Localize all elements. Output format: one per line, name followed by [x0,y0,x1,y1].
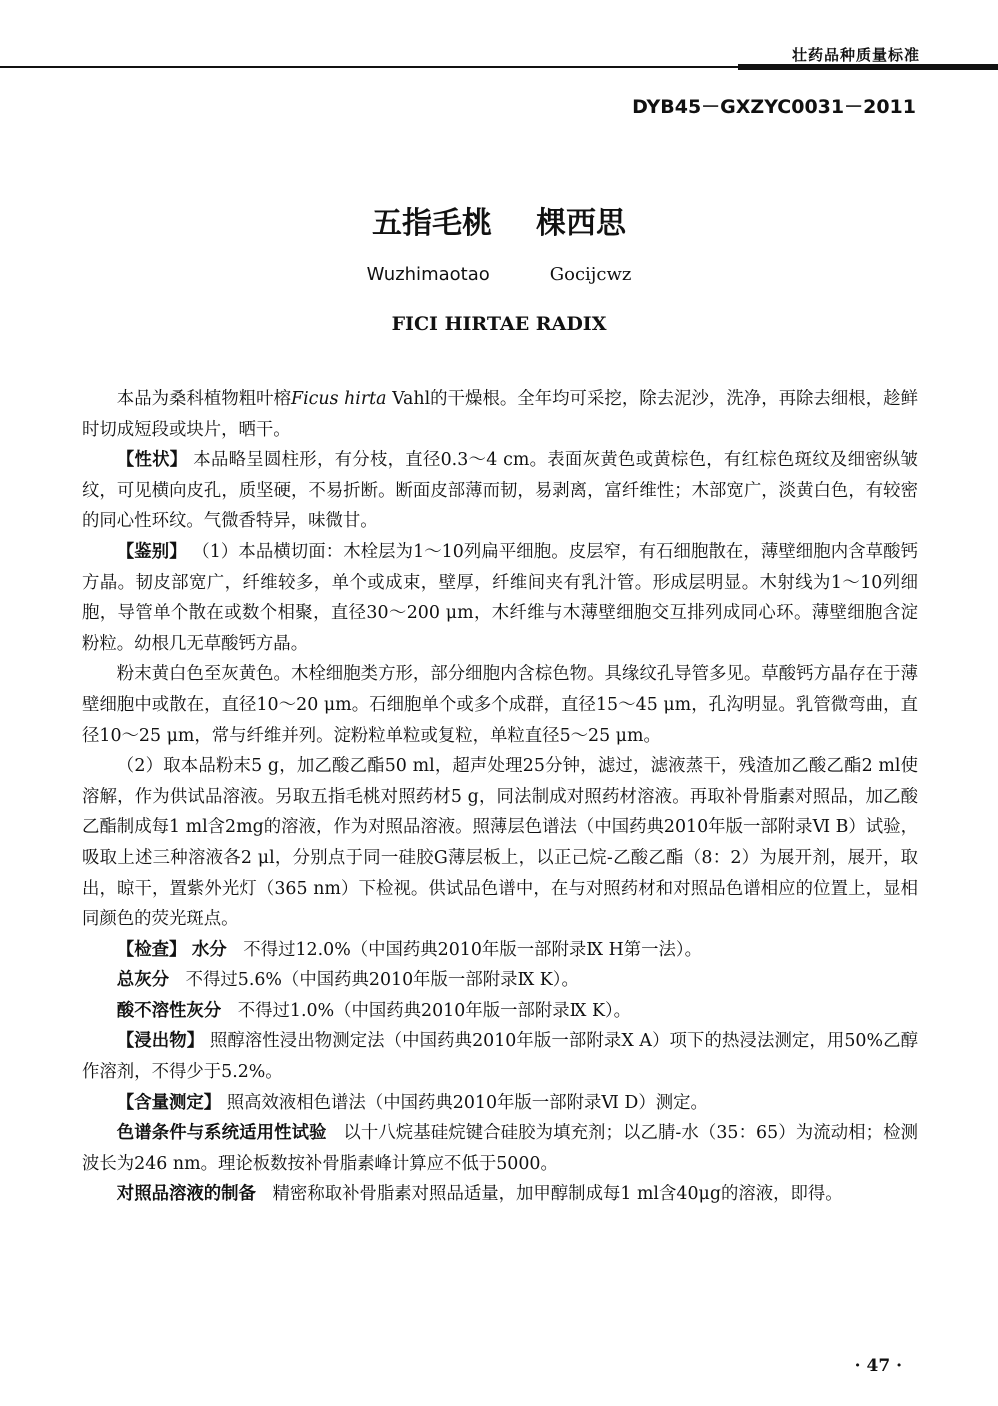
chinese-name: 五指毛桃 [372,206,492,241]
species-latin: Ficus hirta [291,389,387,409]
running-header-title: 壮药品种质量标准 [791,46,920,64]
test-water-paragraph: 【检查】 水分 不得过12.0%（中国药典2010年版一部附录Ⅸ H第一法）。 [116,939,702,960]
identification-paragraph-3: （2）取本品粉末5 g，加乙酸乙酯50 ml，超声处理25分钟，滤过，滤液蒸干，残渣加乙酸乙酯2 ml使溶解，作为供试品溶液。另取五指毛桃对照药材5 g，同法制成对照药材溶液。再取补骨脂素对照品，加乙酸乙酯制成每1 ml含2mg的溶液，作为对照品溶液。照薄层色谱法（中国药典2010年版一部附录Ⅵ B）试验，吸取上述三种溶液各2 μl，分别点于同一硅胶G薄层板上，以正己烷-乙酸乙酯（8：2）为展开剂，展开，取出，晾干，置紫外光灯（365 nm）下检视。供试品色谱中，在与对照药材和对照品色谱相应的位置上，显相同颜色的荧光斑点。 [82,756,918,930]
reference-solution-paragraph: 对照品溶液的制备 精密称取补骨脂素对照品适量，加甲醇制成每1 ml含40μg的溶液，即得。 [116,1184,843,1205]
monograph-body [82,384,918,1210]
chromatographic-conditions-paragraph: 色谱条件与系统适用性试验 以十八烷基硅烷键合硅胶为填充剂；以乙腈-水（35：65）为流动相；检测波长为246 nm。理论板数按补骨脂素峰计算应不低于5000。 [82,1123,918,1174]
latin-name: FICI HIRTAE RADIX [391,313,607,335]
section-label-test: 【检查】 [116,939,187,960]
header-rule-accent [738,64,998,70]
section-label-extractives: 【浸出物】 [116,1031,205,1052]
section-label-description: 【性状】 [116,450,188,471]
description-paragraph: 【性状】 本品略呈圆柱形，有分枝，直径0.3～4 cm。表面灰黄色或黄棕色，有红棕色斑纹及细密纵皱纹，可见横向皮孔，质坚硬，不易折断。断面皮部薄而韧，易剥离，富纤维性；木部宽广，淡黄白色，有较密的同心性环纹。气微香特异，味微甘。 [82,450,918,532]
zhuang-name: 棵西思 [536,206,626,241]
intro-paragraph: 本品为桑科植物粗叶榕Ficus hirta Vahl的干燥根。全年均可采挖，除去泥沙，洗净，再除去细根，趁鲜时切成短段或块片，晒干。 [82,389,918,440]
subsection-label-total-ash: 总灰分 [116,970,169,991]
subsection-label-water: 水分 [191,939,227,960]
test-ash-paragraph: 总灰分 不得过5.6%（中国药典2010年版一部附录Ⅸ K）。 [116,970,579,991]
section-label-identification: 【鉴别】 [116,541,187,562]
zhuang-roman-name: Gocijcwz [549,264,632,285]
subsection-label-conditions: 色谱条件与系统适用性试验 [116,1123,327,1144]
page-number: · 47 · [854,1356,902,1376]
identification-paragraph-1: 【鉴别】 （1）本品横切面：木栓层为1～10列扁平细胞。皮层窄，有石细胞散在，薄壁细胞内含草酸钙方晶。韧皮部宽广，纤维较多，单个或成束，壁厚，纤维间夹有乳汁管。形成层明显。木射线为1～10列细胞，导管单个散在或数个相聚，直径30～200 μm，木纤维与木薄壁细胞交互排列成同心环。薄壁细胞含淀粉粒。幼根几无草酸钙方晶。 [82,541,918,654]
monograph-romanized-title [0,264,998,285]
subsection-label-acid-ash: 酸不溶性灰分 [116,1000,222,1021]
standard-code: DYB45－GXZYC0031－2011 [632,96,916,118]
subsection-label-reference-solution: 对照品溶液的制备 [116,1184,256,1205]
test-acid-ash-paragraph: 酸不溶性灰分 不得过1.0%（中国药典2010年版一部附录Ⅸ K）。 [116,1000,632,1021]
identification-paragraph-2: 粉末黄白色至灰黄色。木栓细胞类方形，部分细胞内含棕色物。具缘纹孔导管多见。草酸钙方晶存在于薄壁细胞中或散在，直径10～20 μm。石细胞单个或多个成群，直径15～45 μm，孔沟明显。乳管微弯曲，直径10～25 μm，常与纤维并列。淀粉粒单粒或复粒，单粒直径5～25 μm。 [82,664,918,746]
extractives-paragraph: 【浸出物】 照醇溶性浸出物测定法（中国药典2010年版一部附录Ⅹ A）项下的热浸法测定，用50%乙醇作溶剂，不得少于5.2%。 [82,1031,918,1083]
pinyin-name: Wuzhimaotao [366,264,490,285]
monograph-title [0,198,998,242]
section-label-assay: 【含量测定】 [116,1092,222,1113]
assay-paragraph: 【含量测定】 照高效液相色谱法（中国药典2010年版一部附录Ⅵ D）测定。 [116,1092,708,1113]
